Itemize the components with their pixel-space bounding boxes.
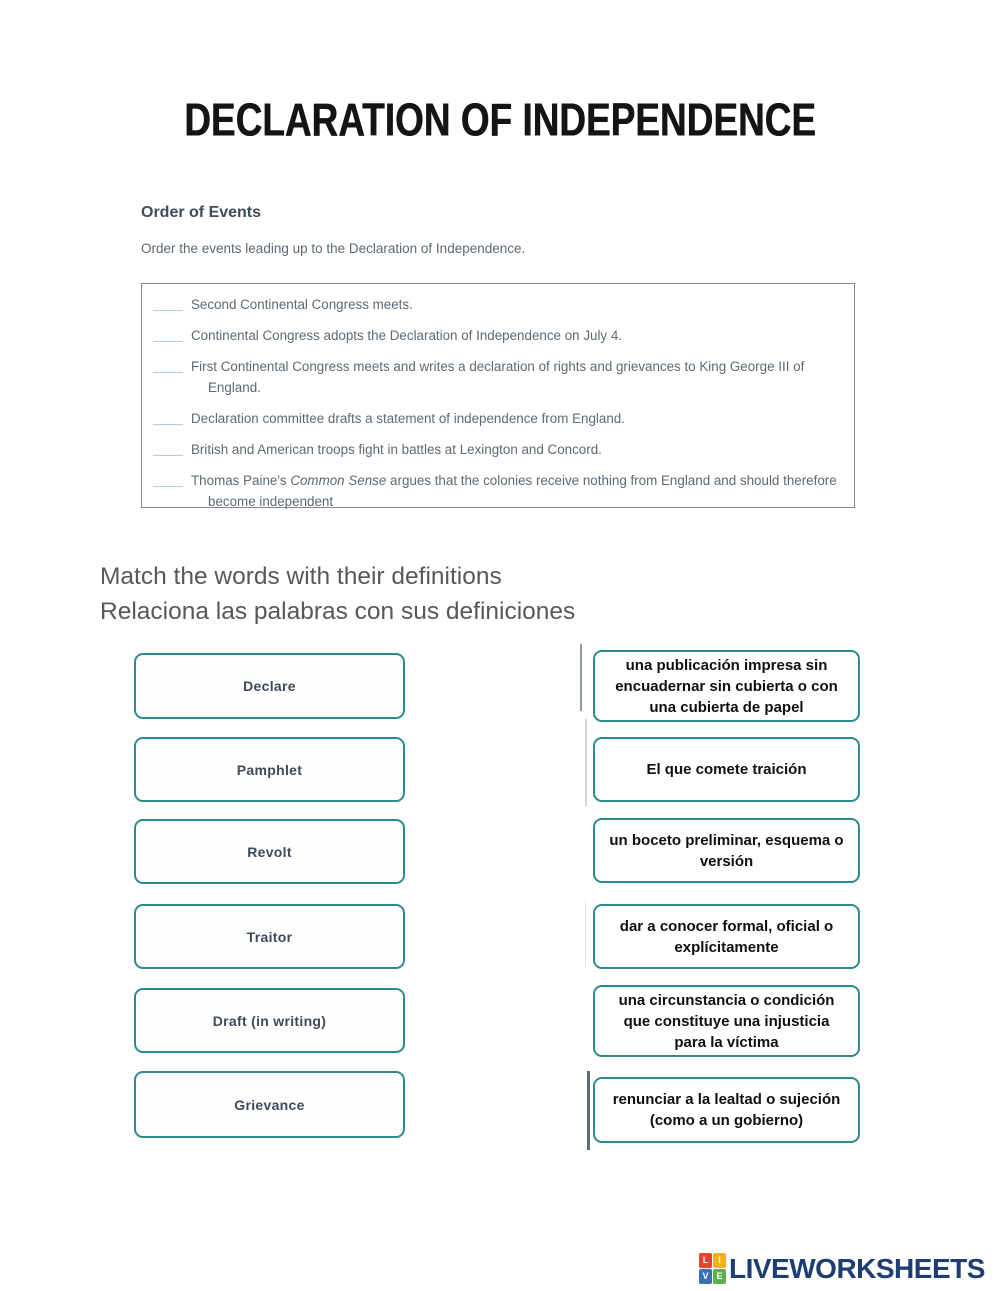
order-answer-blank[interactable] xyxy=(153,328,183,342)
order-answer-blank[interactable] xyxy=(153,411,183,425)
word-card-draft[interactable]: Draft (in writing) xyxy=(134,988,405,1053)
match-connector-mark xyxy=(587,1071,590,1150)
order-item-text: British and American troops fight in battles at Lexington and Concord. xyxy=(191,442,602,457)
liveworksheets-logo-icon xyxy=(699,1253,726,1284)
definition-card-6[interactable]: renunciar a la lealtad o sujeción (como a un gobierno) xyxy=(593,1077,860,1143)
order-answer-blank[interactable] xyxy=(153,297,183,311)
definition-card-4[interactable]: dar a conocer formal, oficial o explícitamente xyxy=(593,904,860,969)
order-events-instruction: Order the events leading up to the Declaration of Independence. xyxy=(141,241,526,256)
order-events-heading: Order of Events xyxy=(141,204,262,221)
match-instructions xyxy=(100,559,575,629)
worksheet-title: DECLARATION OF INDEPENDENCE xyxy=(184,94,816,147)
order-item-text: Continental Congress adopts the Declaration of Independence on July 4. xyxy=(191,328,623,343)
order-events-box xyxy=(141,283,855,508)
order-item xyxy=(191,325,842,346)
definition-card-3[interactable]: un boceto preliminar, esquema o versión xyxy=(593,818,860,883)
match-connector-mark xyxy=(585,719,587,806)
match-instruction-en: Match the words with their definitions xyxy=(100,563,502,590)
match-instruction-es: Relaciona las palabras con sus definiciones xyxy=(100,598,576,625)
order-answer-blank[interactable] xyxy=(153,473,183,487)
order-item xyxy=(191,439,842,460)
order-item-text: Declaration committee drafts a statement of independence from England. xyxy=(191,411,625,426)
word-card-revolt[interactable]: Revolt xyxy=(134,819,405,884)
order-item xyxy=(191,294,842,315)
order-item xyxy=(191,470,842,512)
order-item-text: Second Continental Congress meets. xyxy=(191,297,413,312)
word-card-traitor[interactable]: Traitor xyxy=(134,904,405,969)
word-card-grievance[interactable]: Grievance xyxy=(134,1071,405,1138)
logo-square-l: L xyxy=(699,1253,712,1268)
liveworksheets-wordmark: LIVEWORKSHEETS xyxy=(729,1252,985,1284)
match-connector-mark xyxy=(580,644,582,711)
logo-square-i: I xyxy=(713,1253,726,1268)
word-card-pamphlet[interactable]: Pamphlet xyxy=(134,737,405,802)
order-answer-blank[interactable] xyxy=(153,359,183,373)
order-item xyxy=(191,408,842,429)
logo-square-e: E xyxy=(713,1269,726,1284)
definition-card-5[interactable]: una circunstancia o condición que constituye una injusticia para la víctima xyxy=(593,985,860,1057)
definition-card-2[interactable]: El que comete traición xyxy=(593,737,860,802)
order-item-text-post: argues that the colonies receive nothing from England and should therefore become independent xyxy=(208,473,837,509)
definition-card-1[interactable]: una publicación impresa sin encuadernar sin cubierta o con una cubierta de papel xyxy=(593,650,860,722)
order-item xyxy=(191,356,842,398)
order-item-text-italic: Common Sense xyxy=(290,473,387,488)
order-item-text: First Continental Congress meets and writes a declaration of rights and grievances to King George III of England. xyxy=(191,359,805,395)
order-answer-blank[interactable] xyxy=(153,442,183,456)
match-connector-mark xyxy=(585,901,586,967)
order-item-text-pre: Thomas Paine's xyxy=(191,473,291,488)
word-card-declare[interactable]: Declare xyxy=(134,653,405,719)
logo-square-v: V xyxy=(699,1269,712,1284)
liveworksheets-logo[interactable] xyxy=(699,1253,985,1284)
